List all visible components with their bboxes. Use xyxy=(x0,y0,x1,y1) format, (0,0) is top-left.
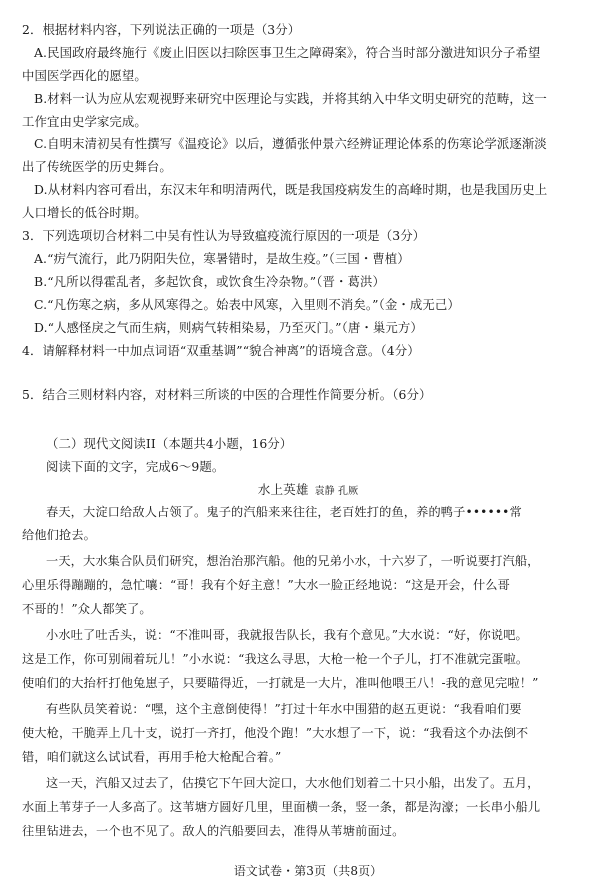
q3-option-a: A.“疠气流行，此乃阴阳失位，寒暑错时，是故生疫。”（三国・曹植） xyxy=(34,251,410,266)
story-line: 使咱们的大抬杆打他兔崽子，只要瞄得近，一打就是一大片，准叫他喂王八！-我的意见完啦！” xyxy=(22,676,539,690)
story-author: 袁静 孔厥 xyxy=(314,486,359,497)
story-line: 小水吐了吐舌头，说：“不准叫哥，我就报告队长，我有个意见。”大水说：“好，你说吧。 xyxy=(46,628,528,642)
q2-stem: 2．根据材料内容，下列说法正确的一项是（3分） xyxy=(22,22,301,37)
story-line: 水面上苇芽子一人多高了。这苇塘方圆好几里，里面横一条，竖一条，都是沟濠；一长串小船儿 xyxy=(22,800,541,814)
q2-option-c-line1: C.自明末清初吴有性撰写《温疫论》以后，遵循张仲景六经辨证理论体系的伤寒论学派逐渐淡 xyxy=(34,136,547,151)
story-title: 水上英雄 xyxy=(257,482,309,497)
story-line: 使大枪，干脆弄上几十支，说打一齐打，他没个跑！”大水想了一下，说：“我看这个办法倒不 xyxy=(22,726,529,740)
q2-option-a-line1: A.民国政府最终施行《废止旧医以扫除医事卫生之障碍案》，符合当时部分激进知识分子希望 xyxy=(34,45,541,60)
q5-stem: 5．结合三则材料内容，对材料三所谈的中医的合理性作简要分析。（6分） xyxy=(22,387,432,402)
story-line: 这是工作，你可别闹着玩儿！”小水说：“我这么寻思，大枪一枪一个子儿，打不准就完蛋啦。 xyxy=(22,652,529,666)
story-line: 给他们抢去。 xyxy=(22,528,97,542)
story-line: 这一天，汽船又过去了，估摸它下午回大淀口，大水他们划着二十只小船，出发了。五月， xyxy=(46,776,540,790)
q2-option-d-line1: D.从材料内容可看出，东汉末年和明清两代，既是我国疫病发生的高峰时期，也是我国历史上 xyxy=(34,182,548,197)
story-line: 错，咱们就这么试试看，再用手枪大枪配合着。” xyxy=(22,750,282,764)
story-line: 心里乐得蹦蹦的，急忙嚷：“哥！我有个好主意！”大水一脸正经地说：“这是开会，什么哥 xyxy=(22,578,510,592)
story-line: 春天，大淀口给敌人占领了。鬼子的汽船来来往往，老百姓打的鱼，养的鸭子••••••常 xyxy=(46,505,522,519)
q3-stem: 3．下列选项切合材料二中吴有性认为导致瘟疫流行原因的一项是（3分） xyxy=(22,228,426,243)
section-heading: （二）现代文阅读II（本题共4小题，16分） xyxy=(46,436,293,451)
section-instruction: 阅读下面的文字，完成6～9题。 xyxy=(46,459,225,474)
q2-option-b-line1: B.材料一认为应从宏观视野来研究中医理论与实践，并将其纳入中华文明史研究的范畴，这一 xyxy=(34,91,547,106)
q4-stem: 4．请解释材料一中加点词语“双重基调”“貌合神离”的语境含意。（4分） xyxy=(22,343,420,358)
q3-option-d: D.“人感怪戾之气而生病，则病气转相染易，乃至灭门。”（唐・巢元方） xyxy=(34,320,423,335)
story-line: 不哥的！”众人都笑了。 xyxy=(22,602,152,616)
page-footer: 语文试卷・第3页（共8页） xyxy=(233,864,383,878)
q2-option-c-line2: 出了传统医学的历史舞台。 xyxy=(22,159,172,174)
q3-option-b: B.“凡所以得霍乱者，多起饮食，或饮食生冷杂物。”（晋・葛洪） xyxy=(34,274,385,289)
story-line: 有些队员笑着说：“嘿，这个主意倒使得！”打过十年水中围猎的赵五更说：“我看咱们要 xyxy=(46,702,522,716)
story-title-line xyxy=(0,482,616,499)
story-line: 往里钻进去，一个也不见了。敌人的汽船要回去，准得从苇塘前面过。 xyxy=(22,824,405,838)
q3-option-c: C.“凡伤寒之病，多从风寒得之。始表中风寒，入里则不消矣。”（金・成无己） xyxy=(34,297,460,312)
q2-option-a-line2: 中国医学西化的愿望。 xyxy=(22,68,147,83)
story-line: 一天，大水集合队员们研究，想治治那汽船。他的兄弟小水，十六岁了，一听说要打汽船， xyxy=(46,554,540,568)
q2-option-b-line2: 工作宜由史学家完成。 xyxy=(22,114,147,129)
q2-option-d-line2: 人口增长的低谷时期。 xyxy=(22,205,147,220)
